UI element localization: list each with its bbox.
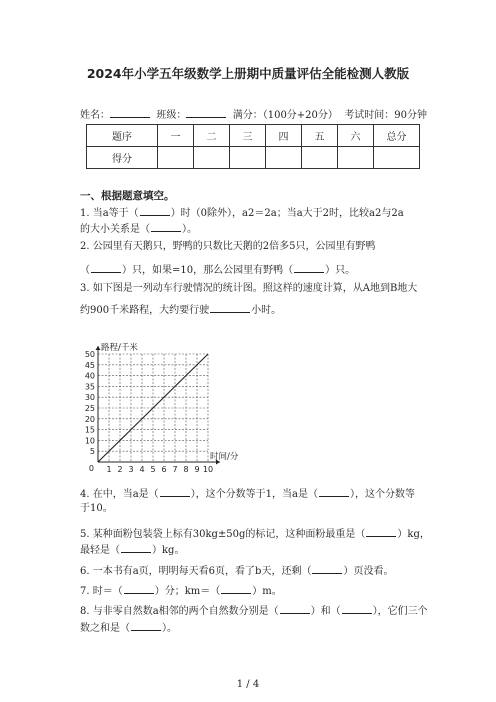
- question-3-line-1: [80, 282, 417, 296]
- q7-blank-2[interactable]: [221, 583, 251, 594]
- page-number: 1 / 4: [236, 679, 260, 690]
- exam-time: 考试时间：90分钟: [344, 110, 428, 121]
- q3-text-c: 小时。: [251, 305, 282, 316]
- q1-blank-1[interactable]: [140, 205, 170, 216]
- class-blank[interactable]: [186, 107, 226, 118]
- name-blank[interactable]: [110, 107, 150, 118]
- q6-text-a: 6. 一本书有a页，明明每天看6页，看了b天，还剩（: [80, 566, 312, 577]
- q1-text-d: ）。: [182, 224, 197, 235]
- x-tick-label: 10: [202, 465, 214, 474]
- q7-blank-1[interactable]: [124, 583, 154, 594]
- header-cell: 题序: [87, 125, 158, 147]
- chart-y-label: 路程/千米: [101, 343, 138, 353]
- question-6-line: [80, 563, 393, 579]
- q3-text-a: 3. 如下图是一列动车行驶情况的统计图。照这样的速度计算，从A地到B地大: [80, 283, 418, 294]
- x-tick-label: 6: [161, 465, 167, 474]
- student-info-line: [80, 106, 427, 121]
- q2-text-d: ）只。: [325, 265, 356, 276]
- question-3-line-2: [80, 302, 281, 318]
- q2-text-a: 2. 公园里有天鹅只，野鸭的只数比天鹅的2倍多5只，公园里有野鸭: [80, 241, 376, 252]
- header-cell: 六: [338, 125, 374, 147]
- header-cell: 四: [266, 125, 302, 147]
- q6-blank[interactable]: [312, 563, 342, 574]
- q3-text-b: 约900千米路程，大约要行驶: [80, 305, 210, 316]
- page-title: 2024年小学五年级数学上册期中质量评估全能检测人教版: [86, 66, 410, 81]
- q2-blank-1[interactable]: [91, 262, 121, 273]
- q8-text-d: 数之和是（: [80, 623, 130, 634]
- question-2-line-2: [80, 262, 355, 278]
- q5-blank-2[interactable]: [121, 542, 151, 553]
- header-cell: 一: [158, 125, 194, 147]
- section-1-title: 一、根据题意填空。: [80, 190, 175, 202]
- header-cell: 三: [230, 125, 266, 147]
- question-8-line-1: [80, 603, 428, 619]
- q5-text-c: 最轻是（: [80, 545, 120, 556]
- question-5-line-2: [80, 542, 184, 558]
- y-tick-label: 50: [84, 350, 95, 359]
- score-cell[interactable]: [374, 147, 420, 169]
- question-2-line-1: [80, 240, 375, 254]
- name-label: 姓名：: [80, 110, 110, 121]
- q4-blank-2[interactable]: [319, 486, 349, 497]
- q1-text-a: 1. 当a等于（: [80, 208, 139, 219]
- y-tick-label: 15: [84, 425, 95, 435]
- score-cell[interactable]: [230, 147, 266, 169]
- q8-blank-1[interactable]: [280, 603, 310, 614]
- question-8-line-2: [80, 620, 177, 636]
- score-cell[interactable]: [338, 147, 374, 169]
- x-tick-label: 4: [139, 465, 145, 474]
- q1-text-c: 的大小关系是（: [80, 224, 150, 235]
- x-tick-label: 2: [117, 465, 123, 474]
- question-5-line-1: [80, 526, 430, 542]
- q4-text-b: ），这个分数等于1，当a是（: [190, 489, 319, 500]
- score-table-header-row: [87, 125, 420, 147]
- q2-text-c: ）只，如果=10，那么公园里有野鸭（: [122, 265, 294, 276]
- x-tick-label: 1: [106, 465, 112, 474]
- q2-text-b: （: [80, 265, 90, 276]
- y-tick-label: 5: [89, 447, 95, 457]
- q8-blank-3[interactable]: [131, 620, 161, 631]
- y-tick-label: 35: [84, 382, 95, 392]
- score-cell[interactable]: [266, 147, 302, 169]
- origin-label: 0: [88, 464, 94, 473]
- q1-blank-2[interactable]: [151, 221, 181, 232]
- y-tick-label: 40: [84, 371, 95, 381]
- x-tick-label: 9: [194, 465, 200, 474]
- distance-time-chart: [78, 336, 248, 476]
- y-tick-label: 45: [84, 360, 95, 370]
- score-row-label: 得分: [87, 147, 158, 169]
- q6-text-b: ）页没看。: [343, 566, 394, 577]
- q5-text-d: ）kg。: [152, 545, 185, 556]
- score-cell[interactable]: [302, 147, 338, 169]
- question-1-line-1: [80, 205, 404, 221]
- question-4-line-1: [80, 486, 415, 502]
- q8-text-b: ）和（: [310, 606, 341, 617]
- q8-text-e: ）。: [162, 623, 177, 634]
- header-cell: 五: [302, 125, 338, 147]
- q7-text-b: ）分；km＝（: [154, 586, 221, 597]
- header-cell: 二: [194, 125, 230, 147]
- x-tick-label: 8: [183, 465, 189, 474]
- header-cell: 总分: [374, 125, 420, 147]
- q4-text-c: ），这个分数等: [350, 489, 416, 500]
- score-cell[interactable]: [158, 147, 194, 169]
- score-cell[interactable]: [194, 147, 230, 169]
- class-label: 班级：: [156, 110, 187, 121]
- y-tick-label: 25: [84, 404, 95, 413]
- y-tick-label: 30: [84, 393, 95, 403]
- q1-text-b: ）时（0除外），a2＝2a；当a大于2时，比较a2与2a: [170, 208, 404, 219]
- q7-text-c: ）m。: [252, 586, 282, 597]
- q7-text-a: 7. 时＝（: [80, 586, 123, 597]
- q8-text-c: ），它们三个: [372, 606, 428, 617]
- q8-blank-2[interactable]: [342, 603, 372, 614]
- chart-x-label: 时间/分: [210, 452, 239, 462]
- y-tick-label: 10: [84, 436, 95, 446]
- question-4-line-2: [80, 502, 113, 516]
- score-table-score-row: [87, 147, 420, 169]
- question-7-line: [80, 583, 282, 599]
- x-tick-label: 5: [150, 465, 156, 474]
- score-table: [86, 124, 420, 169]
- q8-text-a: 8. 与非零自然数a相邻的两个自然数分别是（: [80, 606, 279, 617]
- x-tick-label: 7: [172, 465, 178, 474]
- q4-text-d: 于10。: [80, 503, 113, 514]
- q5-blank-1[interactable]: [366, 526, 396, 537]
- full-marks: 满分：（100分+20分）: [232, 110, 338, 121]
- q5-text-a: 5. 某种面粉包装袋上标有30kg±50g的标记，这种面粉最重是（: [80, 529, 366, 540]
- q3-blank[interactable]: [210, 302, 250, 313]
- x-tick-label: 3: [128, 465, 134, 474]
- q2-blank-2[interactable]: [294, 262, 324, 273]
- q4-blank-1[interactable]: [160, 486, 190, 497]
- q5-text-b: ）kg，: [397, 529, 430, 540]
- y-tick-label: 20: [84, 414, 95, 424]
- q4-text-a: 4. 在中，当a是（: [80, 489, 159, 500]
- y-axis-arrow-icon: [96, 346, 101, 350]
- question-1-line-2: [80, 221, 197, 237]
